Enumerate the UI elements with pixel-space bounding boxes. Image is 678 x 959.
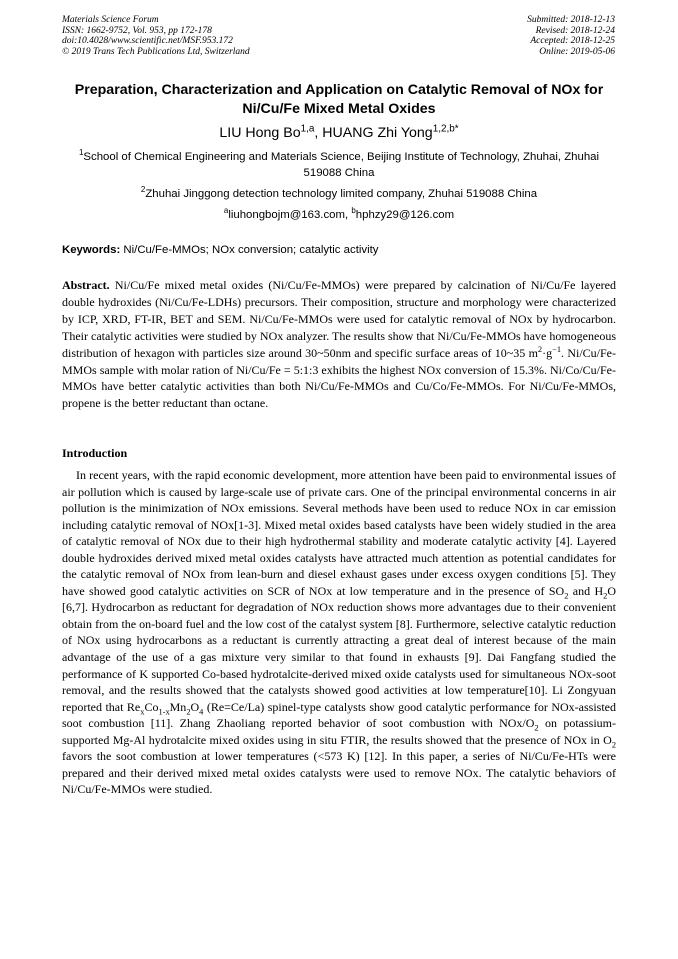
subscript: 2	[603, 591, 608, 601]
affiliation-text: Zhuhai Jinggong detection technology limited company, Zhuhai 519088 China	[145, 188, 538, 200]
email-mark: b	[351, 206, 356, 216]
keywords-text: Ni/Cu/Fe-MMOs; NOx conversion; catalytic activity	[120, 244, 379, 256]
intro-text: and H	[568, 583, 604, 598]
date-accepted: Accepted: 2018-12-25	[530, 36, 615, 47]
author-affiliation-mark: 1,2,b*	[432, 123, 459, 135]
author-emails	[62, 208, 616, 223]
email-mark: a	[223, 206, 229, 216]
journal-copyright: © 2019 Trans Tech Publications Ltd, Switzerland	[62, 46, 250, 57]
affiliation-1	[62, 150, 616, 181]
journal-doi: doi:10.4028/www.scientific.net/MSF.953.172	[62, 36, 233, 47]
author-separator: ,	[314, 125, 323, 141]
abstract-label: Abstract.	[62, 278, 110, 292]
abstract-text: ·g	[542, 345, 553, 360]
author-affiliation-mark: 1,a	[300, 123, 315, 135]
email-link[interactable]: liuhongbojm@163.com	[228, 209, 345, 221]
affiliation-mark: 2	[140, 185, 146, 195]
journal-issn: ISSN: 1662-9752, Vol. 953, pp 172-178	[62, 25, 212, 36]
subscript: 2	[534, 723, 539, 733]
intro-text: favors the soot combustion at lower temperatures (<573 K) [12]. In this paper, a series of Ni/Cu/Fe-HTs were prepared and their derived mixed metal oxides catalysts were used to remove NOx. The catalytic behaviors of Ni/Cu/Fe-MMOs were studied.	[62, 749, 616, 797]
section-heading-introduction: Introduction	[62, 446, 128, 460]
introduction-paragraph	[62, 467, 616, 798]
keywords	[62, 243, 616, 258]
subscript: 2	[611, 740, 616, 750]
date-submitted: Submitted: 2018-12-13	[527, 15, 615, 25]
intro-text: (Re=Ce/La) spinel-type catalysts show good catalytic performance for NOx-assisted soot combustion [11]. Zhang Zhaoliang reported behavior of soot combustion with NOx/O	[62, 699, 616, 731]
abstract	[62, 277, 616, 412]
email-link[interactable]: hphzy29@126.com	[355, 209, 455, 221]
submission-dates	[527, 15, 615, 57]
intro-text: Co	[144, 699, 159, 714]
author-list	[60, 124, 618, 142]
abstract-text: . Ni/Cu/Fe-MMOs sample with molar ration of Ni/Cu/Fe = 5:1:3 exhibits the highest NOx conversion of 15.3%. Ni/Co/Cu/Fe-MMOs have better catalytic activities than both Ni/Cu/Fe-MMOs and Cu/Co/Fe-MMOs. For Ni/Cu/Fe-MMOs, propene is the better reductant than octane.	[62, 345, 616, 411]
intro-text: In recent years, with the rapid economic development, more attention have been paid to environmental issues of air pollution which is caused by large-scale use of private cars. One of the principal environmental concerns in air pollution is the minimization of NOx emissions. Several methods have been used to reduce NOx in car emission including catalytic removal of NOx[1-3]. Mixed metal oxides based catalysts have been widely studied in the area of catalytic removal of NOx due to their high hydrothermal stability and moderate catalytic activity [4]. Layered double hydroxides derived mixed metal oxides catalysts have attracted much attention as potential candidates for the catalytic removal of NOx from lean-burn and diesel exhaust gases under excess oxygen conditions [5]. They have showed good catalytic activities on SCR of NOx at low temperature and in the presence of SO	[62, 468, 616, 598]
journal-name: Materials Science Forum	[62, 15, 159, 25]
date-revised: Revised: 2018-12-24	[535, 25, 615, 36]
journal-info	[62, 15, 250, 57]
author-name: HUANG Zhi Yong	[322, 125, 433, 141]
paper-title: Preparation, Characterization and Application on Catalytic Removal of NOx for Ni/Cu/Fe Mixed Metal Oxides	[74, 82, 604, 117]
affiliation-text: School of Chemical Engineering and Materials Science, Beijing Institute of Technology, Zhuhai, Zhuhai 519088 China	[83, 151, 600, 179]
date-online: Online: 2019-05-06	[539, 46, 615, 57]
abstract-text: Ni/Cu/Fe mixed metal oxides (Ni/Cu/Fe-MMOs) were prepared by calcination of Ni/Cu/Fe layered double hydroxides (Ni/Cu/Fe-LDHs) precursors. Their composition, structure and morphology were characterized by ICP, XRD, FT-IR, BET and SEM. Ni/Cu/Fe-MMOs were used for catalytic removal of NOx by hydrocarbon. Their catalytic activities were studied by NOx analyzer. The results show that Ni/Cu/Fe-MMOs have homogeneous distribution of hexagon with particles size around 30~50nm and specific surface areas of 10~35 m	[62, 278, 616, 360]
subscript: x	[140, 707, 145, 717]
affiliation-2	[62, 187, 616, 203]
superscript: 2	[537, 344, 543, 354]
author-name: LIU Hong Bo	[219, 125, 301, 141]
subscript: 4	[199, 707, 204, 717]
intro-text: on potassium-supported Mg-Al hydrotalcite mixed oxides using in situ FTIR, the results showed that the presence of NOx in O	[62, 716, 616, 747]
email-separator: ,	[345, 209, 352, 221]
intro-text: O	[190, 699, 200, 714]
subscript: 2	[564, 591, 569, 601]
affiliation-mark: 1	[78, 148, 84, 158]
intro-text: O [6,7]. Hydrocarbon as reductant for degradation of NOx reduction shows more advantages due to their convenient obtain from the on-board fuel and the low cost of the catalyst system [8]. Furthermore, selective catalytic reduction of NOx using hydrocarbons as a reductant is currently attracting a great deal of interest because of the main advantage of the use of a gas mixture very similar to that found in exhausts [9]. Dai Fangfang studied the performance of K supported Co-based hydrotalcite-derived mixed oxide catalysts used for simultaneous NOx-soot removal, and the results showed that the catalysts showed good activities at low temperature[10]. Li Zongyuan reported that Re	[62, 583, 616, 714]
subscript: 2	[186, 707, 191, 717]
keywords-label: Keywords:	[62, 244, 121, 256]
subscript: 1-x	[158, 707, 170, 717]
intro-text: Mn	[169, 699, 187, 714]
superscript: −1	[552, 344, 562, 354]
